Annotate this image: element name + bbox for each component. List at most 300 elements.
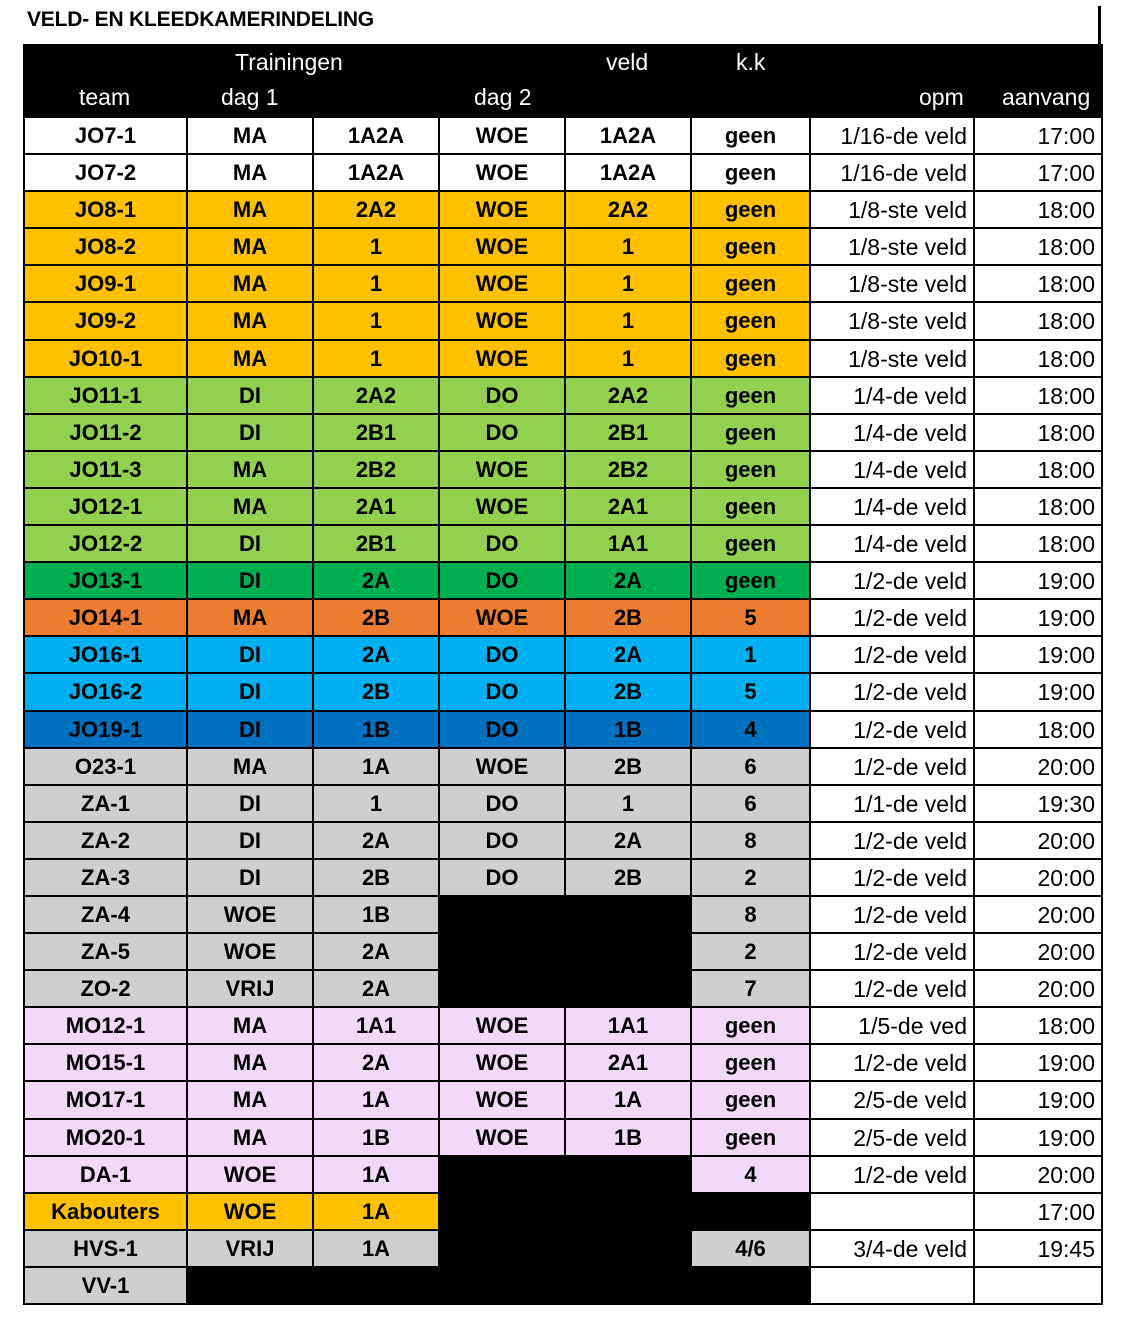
opm-cell: 1/4-de veld (811, 415, 975, 452)
kk-cell: 4 (692, 712, 811, 749)
team-cell: JO12-2 (23, 526, 188, 563)
team-cell: ZA-4 (23, 897, 188, 934)
team-cell: JO16-1 (23, 637, 188, 674)
day2-cell: WOE (440, 600, 566, 637)
opm-cell (811, 1194, 975, 1231)
opm-cell: 3/4-de veld (811, 1231, 975, 1268)
day1-cell: DI (188, 674, 314, 711)
day2-cell (440, 1194, 566, 1231)
opm-cell: 1/8-ste veld (811, 341, 975, 378)
opm-cell: 1/4-de veld (811, 526, 975, 563)
field2-cell: 1 (566, 229, 692, 266)
table-row (23, 1268, 1103, 1305)
field2-cell: 2B (566, 860, 692, 897)
field1-cell: 2A (314, 563, 440, 600)
day1-cell: DI (188, 415, 314, 452)
kk-cell: 1 (692, 637, 811, 674)
day2-cell: DO (440, 526, 566, 563)
day2-cell (440, 934, 566, 971)
day2-cell: WOE (440, 341, 566, 378)
opm-cell: 1/2-de veld (811, 823, 975, 860)
aanvang-cell: 18:00 (975, 452, 1103, 489)
table-row (23, 378, 1103, 415)
kk-cell: geen (692, 489, 811, 526)
field1-cell: 1A (314, 1231, 440, 1268)
kk-cell: geen (692, 192, 811, 229)
opm-cell: 1/4-de veld (811, 378, 975, 415)
kk-cell: 2 (692, 934, 811, 971)
aanvang-cell: 18:00 (975, 229, 1103, 266)
kk-cell: 4/6 (692, 1231, 811, 1268)
field2-cell: 1B (566, 1120, 692, 1157)
day1-cell: MA (188, 118, 314, 155)
aanvang-cell: 19:45 (975, 1231, 1103, 1268)
aanvang-cell: 18:00 (975, 526, 1103, 563)
kk-cell (692, 1194, 811, 1231)
field2-cell: 1 (566, 266, 692, 303)
team-cell: JO7-1 (23, 118, 188, 155)
team-cell: O23-1 (23, 749, 188, 786)
kk-cell: geen (692, 266, 811, 303)
team-cell: ZA-2 (23, 823, 188, 860)
field1-cell: 2A2 (314, 192, 440, 229)
aanvang-cell: 18:00 (975, 489, 1103, 526)
header-dag1: dag 1 (221, 84, 279, 110)
table-row (23, 1082, 1103, 1119)
kk-cell: geen (692, 1008, 811, 1045)
field1-cell: 1A2A (314, 155, 440, 192)
field2-cell: 2B (566, 674, 692, 711)
field1-cell (314, 1268, 440, 1305)
table-row (23, 452, 1103, 489)
field2-cell: 1 (566, 341, 692, 378)
day2-cell: DO (440, 415, 566, 452)
opm-cell: 1/8-ste veld (811, 266, 975, 303)
table-row (23, 674, 1103, 711)
day1-cell: DI (188, 786, 314, 823)
aanvang-cell: 20:00 (975, 1157, 1103, 1194)
opm-cell: 1/8-ste veld (811, 192, 975, 229)
day1-cell: DI (188, 860, 314, 897)
aanvang-cell: 19:00 (975, 1045, 1103, 1082)
opm-cell (811, 1268, 975, 1305)
day1-cell: DI (188, 563, 314, 600)
day2-cell: DO (440, 860, 566, 897)
day1-cell: MA (188, 1120, 314, 1157)
field1-cell: 1 (314, 266, 440, 303)
opm-cell: 1/2-de veld (811, 563, 975, 600)
field1-cell: 1B (314, 712, 440, 749)
opm-cell: 1/4-de veld (811, 489, 975, 526)
team-cell: JO11-1 (23, 378, 188, 415)
team-cell: JO8-1 (23, 192, 188, 229)
team-cell: ZA-3 (23, 860, 188, 897)
aanvang-cell: 18:00 (975, 266, 1103, 303)
aanvang-cell: 19:00 (975, 1120, 1103, 1157)
day2-cell: WOE (440, 303, 566, 340)
day2-cell (440, 1231, 566, 1268)
field2-cell: 1A1 (566, 1008, 692, 1045)
field2-cell (566, 1268, 692, 1305)
kk-cell: geen (692, 415, 811, 452)
table-row (23, 749, 1103, 786)
field1-cell: 2A2 (314, 378, 440, 415)
kk-cell: geen (692, 563, 811, 600)
table-row (23, 118, 1103, 155)
day1-cell: DI (188, 526, 314, 563)
aanvang-cell: 20:00 (975, 971, 1103, 1008)
header-team: team (79, 84, 131, 110)
opm-cell: 1/2-de veld (811, 934, 975, 971)
aanvang-cell: 20:00 (975, 934, 1103, 971)
table-row (23, 266, 1103, 303)
field2-cell: 2B (566, 600, 692, 637)
team-cell: DA-1 (23, 1157, 188, 1194)
aanvang-cell: 18:00 (975, 303, 1103, 340)
aanvang-cell: 18:00 (975, 712, 1103, 749)
field1-cell: 2A (314, 823, 440, 860)
opm-cell: 1/2-de veld (811, 1157, 975, 1194)
day2-cell: DO (440, 563, 566, 600)
table-row (23, 860, 1103, 897)
opm-cell: 1/4-de veld (811, 452, 975, 489)
team-cell: JO8-2 (23, 229, 188, 266)
table-row (23, 526, 1103, 563)
team-cell: JO11-3 (23, 452, 188, 489)
opm-cell: 1/2-de veld (811, 971, 975, 1008)
field2-cell: 1B (566, 712, 692, 749)
header-opm: opm (919, 84, 964, 110)
day2-cell: WOE (440, 489, 566, 526)
table-row (23, 1045, 1103, 1082)
field1-cell: 2B2 (314, 452, 440, 489)
kk-cell: 7 (692, 971, 811, 1008)
aanvang-cell: 20:00 (975, 860, 1103, 897)
field1-cell: 2A1 (314, 489, 440, 526)
table-row (23, 934, 1103, 971)
aanvang-cell: 19:30 (975, 786, 1103, 823)
table-row (23, 563, 1103, 600)
day1-cell: DI (188, 712, 314, 749)
day1-cell: MA (188, 155, 314, 192)
day1-cell: MA (188, 1082, 314, 1119)
table-row (23, 971, 1103, 1008)
kk-cell: geen (692, 229, 811, 266)
kk-cell: geen (692, 341, 811, 378)
opm-cell: 1/2-de veld (811, 712, 975, 749)
field1-cell: 2B (314, 860, 440, 897)
aanvang-cell: 20:00 (975, 823, 1103, 860)
aanvang-cell: 19:00 (975, 674, 1103, 711)
field1-cell: 2A (314, 637, 440, 674)
opm-cell: 1/8-ste veld (811, 229, 975, 266)
table-row (23, 155, 1103, 192)
field2-cell: 2A1 (566, 489, 692, 526)
kk-cell: 6 (692, 749, 811, 786)
day1-cell: MA (188, 266, 314, 303)
day1-cell: MA (188, 749, 314, 786)
table-row (23, 786, 1103, 823)
field2-cell: 2A (566, 823, 692, 860)
day2-cell: WOE (440, 266, 566, 303)
field1-cell: 1 (314, 786, 440, 823)
day1-cell: MA (188, 229, 314, 266)
team-cell: JO14-1 (23, 600, 188, 637)
field2-cell (566, 1231, 692, 1268)
day1-cell: MA (188, 489, 314, 526)
day1-cell: VRIJ (188, 971, 314, 1008)
aanvang-cell: 18:00 (975, 192, 1103, 229)
kk-cell: geen (692, 1045, 811, 1082)
field1-cell: 1 (314, 303, 440, 340)
day1-cell: WOE (188, 1194, 314, 1231)
field1-cell: 2B (314, 674, 440, 711)
day1-cell: MA (188, 600, 314, 637)
kk-cell: geen (692, 526, 811, 563)
field2-cell: 1A (566, 1082, 692, 1119)
team-cell: MO12-1 (23, 1008, 188, 1045)
aanvang-cell: 20:00 (975, 749, 1103, 786)
page-title: VELD- EN KLEEDKAMERINDELING (27, 8, 374, 31)
field1-cell: 1 (314, 341, 440, 378)
day1-cell: MA (188, 192, 314, 229)
header-kk: k.k (736, 49, 766, 75)
team-cell: JO11-2 (23, 415, 188, 452)
field1-cell: 2B (314, 600, 440, 637)
aanvang-cell: 17:00 (975, 155, 1103, 192)
field2-cell: 2A2 (566, 192, 692, 229)
field1-cell: 2A (314, 1045, 440, 1082)
team-cell: MO15-1 (23, 1045, 188, 1082)
kk-cell: geen (692, 378, 811, 415)
aanvang-cell: 19:00 (975, 563, 1103, 600)
kk-cell: 8 (692, 823, 811, 860)
team-cell: ZO-2 (23, 971, 188, 1008)
field1-cell: 2B1 (314, 526, 440, 563)
field1-cell: 2A (314, 934, 440, 971)
table-row (23, 229, 1103, 266)
kk-cell: 2 (692, 860, 811, 897)
opm-cell: 1/2-de veld (811, 637, 975, 674)
table-row (23, 303, 1103, 340)
field2-cell (566, 1194, 692, 1231)
team-cell: JO19-1 (23, 712, 188, 749)
day1-cell: DI (188, 637, 314, 674)
kk-cell: 4 (692, 1157, 811, 1194)
field2-cell: 1A2A (566, 118, 692, 155)
field2-cell (566, 1157, 692, 1194)
kk-cell: geen (692, 452, 811, 489)
day2-cell: WOE (440, 118, 566, 155)
opm-cell: 1/2-de veld (811, 860, 975, 897)
day2-cell (440, 971, 566, 1008)
aanvang-cell: 19:00 (975, 1082, 1103, 1119)
table-row (23, 1008, 1103, 1045)
day2-cell: DO (440, 637, 566, 674)
field1-cell: 1A (314, 1082, 440, 1119)
table-row (23, 712, 1103, 749)
field2-cell: 1 (566, 786, 692, 823)
field1-cell: 1A2A (314, 118, 440, 155)
day1-cell: MA (188, 341, 314, 378)
field2-cell: 2B2 (566, 452, 692, 489)
field1-cell: 1B (314, 897, 440, 934)
team-cell: VV-1 (23, 1268, 188, 1305)
day2-cell (440, 1268, 566, 1305)
header-trainingen: Trainingen (235, 49, 343, 75)
table-row (23, 1194, 1103, 1231)
table-row (23, 600, 1103, 637)
kk-cell: geen (692, 118, 811, 155)
day2-cell: WOE (440, 1008, 566, 1045)
team-cell: JO16-2 (23, 674, 188, 711)
day2-cell: WOE (440, 749, 566, 786)
team-cell: JO13-1 (23, 563, 188, 600)
aanvang-cell (975, 1268, 1103, 1305)
day2-cell: DO (440, 712, 566, 749)
field2-cell: 2A (566, 563, 692, 600)
day1-cell (188, 1268, 314, 1305)
field1-cell: 1A1 (314, 1008, 440, 1045)
table-row (23, 1157, 1103, 1194)
aanvang-cell: 19:00 (975, 637, 1103, 674)
schedule-table (23, 118, 1103, 1305)
team-cell: JO9-1 (23, 266, 188, 303)
day2-cell: DO (440, 378, 566, 415)
field1-cell: 2A (314, 971, 440, 1008)
day1-cell: MA (188, 1045, 314, 1082)
title-divider (1098, 6, 1101, 44)
table-row (23, 489, 1103, 526)
day1-cell: WOE (188, 1157, 314, 1194)
opm-cell: 1/2-de veld (811, 749, 975, 786)
field1-cell: 1A (314, 1194, 440, 1231)
header-veld: veld (606, 49, 649, 75)
team-cell: MO17-1 (23, 1082, 188, 1119)
table-row (23, 1120, 1103, 1157)
opm-cell: 1/2-de veld (811, 1045, 975, 1082)
header-dag2: dag 2 (474, 84, 532, 110)
field2-cell: 2A1 (566, 1045, 692, 1082)
team-cell: JO7-2 (23, 155, 188, 192)
day1-cell: WOE (188, 897, 314, 934)
kk-cell: 8 (692, 897, 811, 934)
day1-cell: DI (188, 378, 314, 415)
table-row (23, 341, 1103, 378)
field2-cell: 1A1 (566, 526, 692, 563)
table-row (23, 823, 1103, 860)
table-row (23, 897, 1103, 934)
kk-cell: geen (692, 155, 811, 192)
field1-cell: 1A (314, 1157, 440, 1194)
day2-cell: DO (440, 823, 566, 860)
field1-cell: 1B (314, 1120, 440, 1157)
opm-cell: 1/2-de veld (811, 674, 975, 711)
opm-cell: 1/1-de veld (811, 786, 975, 823)
day2-cell: DO (440, 674, 566, 711)
opm-cell: 2/5-de veld (811, 1082, 975, 1119)
team-cell: ZA-1 (23, 786, 188, 823)
table-row (23, 637, 1103, 674)
field2-cell (566, 971, 692, 1008)
field1-cell: 1 (314, 229, 440, 266)
day2-cell (440, 897, 566, 934)
opm-cell: 1/16-de veld (811, 118, 975, 155)
field2-cell (566, 897, 692, 934)
aanvang-cell: 20:00 (975, 897, 1103, 934)
table-header (23, 44, 1103, 118)
day2-cell: WOE (440, 155, 566, 192)
team-cell: MO20-1 (23, 1120, 188, 1157)
field2-cell: 2A (566, 637, 692, 674)
kk-cell: geen (692, 1120, 811, 1157)
kk-cell: geen (692, 303, 811, 340)
team-cell: Kabouters (23, 1194, 188, 1231)
day1-cell: VRIJ (188, 1231, 314, 1268)
aanvang-cell: 18:00 (975, 378, 1103, 415)
table-row (23, 192, 1103, 229)
aanvang-cell: 18:00 (975, 1008, 1103, 1045)
field2-cell: 2B (566, 749, 692, 786)
opm-cell: 1/2-de veld (811, 897, 975, 934)
table-row (23, 1231, 1103, 1268)
day1-cell: MA (188, 452, 314, 489)
day1-cell: MA (188, 303, 314, 340)
kk-cell (692, 1268, 811, 1305)
field2-cell (566, 934, 692, 971)
day1-cell: MA (188, 1008, 314, 1045)
opm-cell: 1/5-de ved (811, 1008, 975, 1045)
aanvang-cell: 18:00 (975, 341, 1103, 378)
aanvang-cell: 17:00 (975, 1194, 1103, 1231)
kk-cell: 5 (692, 674, 811, 711)
day2-cell: WOE (440, 452, 566, 489)
aanvang-cell: 18:00 (975, 415, 1103, 452)
team-cell: JO9-2 (23, 303, 188, 340)
aanvang-cell: 17:00 (975, 118, 1103, 155)
opm-cell: 2/5-de veld (811, 1120, 975, 1157)
day2-cell: WOE (440, 192, 566, 229)
team-cell: HVS-1 (23, 1231, 188, 1268)
day2-cell: WOE (440, 1045, 566, 1082)
opm-cell: 1/16-de veld (811, 155, 975, 192)
day1-cell: WOE (188, 934, 314, 971)
header-aanvang: aanvang (1002, 84, 1091, 110)
table-row (23, 415, 1103, 452)
field2-cell: 1 (566, 303, 692, 340)
opm-cell: 1/8-ste veld (811, 303, 975, 340)
team-cell: JO10-1 (23, 341, 188, 378)
field2-cell: 2A2 (566, 378, 692, 415)
team-cell: JO12-1 (23, 489, 188, 526)
day2-cell: WOE (440, 229, 566, 266)
kk-cell: 6 (692, 786, 811, 823)
field1-cell: 2B1 (314, 415, 440, 452)
field2-cell: 2B1 (566, 415, 692, 452)
field1-cell: 1A (314, 749, 440, 786)
kk-cell: geen (692, 1082, 811, 1119)
day2-cell (440, 1157, 566, 1194)
opm-cell: 1/2-de veld (811, 600, 975, 637)
day1-cell: DI (188, 823, 314, 860)
aanvang-cell: 19:00 (975, 600, 1103, 637)
day2-cell: DO (440, 786, 566, 823)
day2-cell: WOE (440, 1120, 566, 1157)
day2-cell: WOE (440, 1082, 566, 1119)
kk-cell: 5 (692, 600, 811, 637)
field2-cell: 1A2A (566, 155, 692, 192)
team-cell: ZA-5 (23, 934, 188, 971)
